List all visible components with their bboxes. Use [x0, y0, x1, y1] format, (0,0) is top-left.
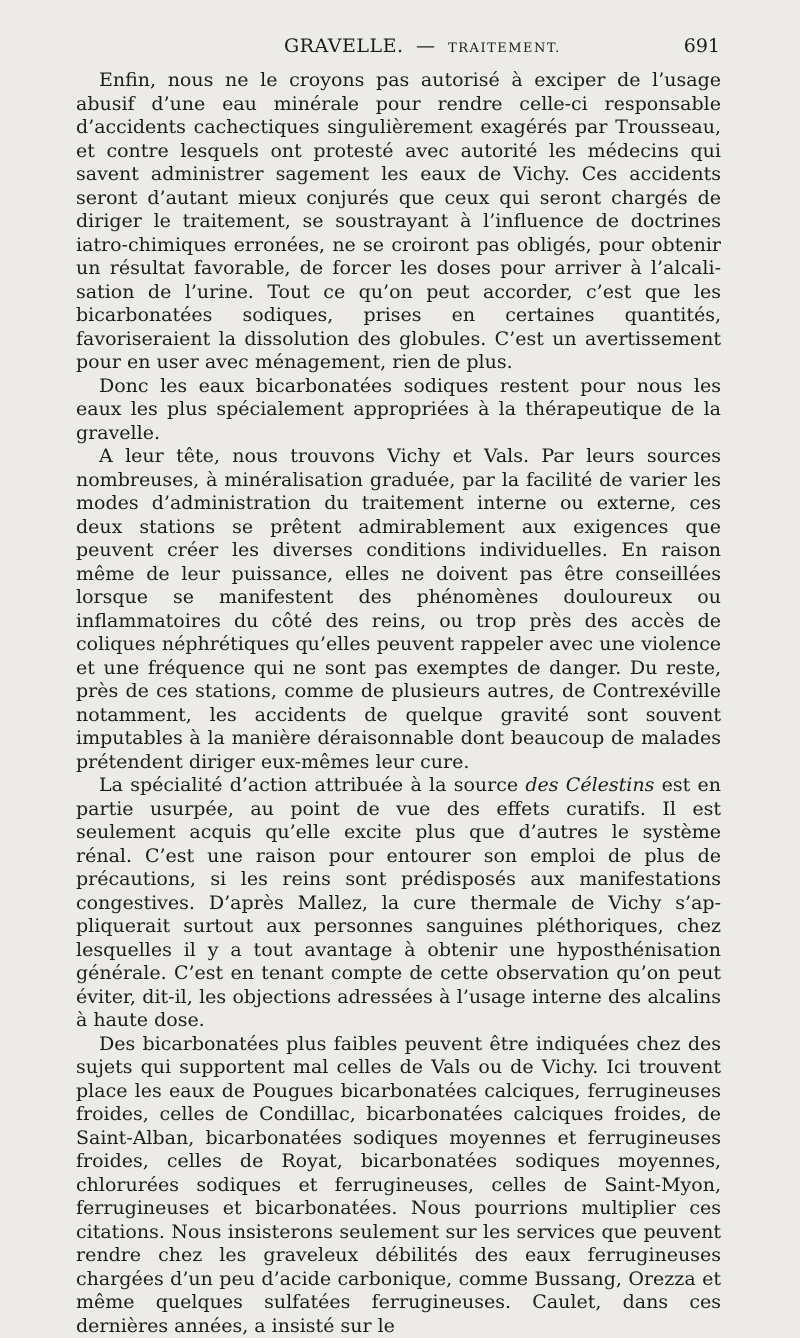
source-name-italic: des Célestins — [525, 774, 654, 796]
header-title-group — [284, 35, 561, 57]
paragraph-5: Des bicarbonatées plus faibles peuvent être indiquées chez des sujets qui supportent mal celles de Vals ou de Vichy. Ici trouvent place les eaux de Pougues bicarbonatées calciques, ferrugineuses froides, celles de Condillac, bicarbonatées calciques froides, de Saint-Alban, bicarbonatées sodiques moyennes et ferrugineuses froides, celles de Royat, bicarbonatées sodiques moyennes, chlorurées sodiques et ferrugineuses, celles de Saint-Myon, ferrugineuses et bicarbonatées. Nous pourrions multiplier ces citations. Nous insisterons seulement sur les services que peuvent rendre chez les graveleux débilités des eaux ferrugineuses chargées d’un peu d’acide carbonique, comme Bussang, Orezza et même quelques sulfatées ferrugineuses. Caulet, dans ces dernières années, a insisté sur le — [76, 1033, 721, 1338]
page-body — [76, 69, 721, 1338]
header-subtitle: TRAITEMENT. — [448, 41, 561, 56]
paragraph-3: A leur tête, nous trouvons Vichy et Vals. Par leurs sources nombreuses, à minéralisation graduée, par la facilité de varier les modes d’administration du traitement interne ou externe, ces deux stations se prêtent admirablement aux exigences que peuvent créer les diverses conditions individuelles. En raison même de leur puissance, elles ne doivent pas être conseillées lorsque se manifestent des phénomènes douloureux ou inflammatoires du côté des reins, ou trop près des accès de coliques néphrétiques qu’elles peuvent rappeler avec une violence et une fréquence qui ne sont pas exemptes de danger. Du reste, près de ces stations, comme de plusieurs autres, de Contrexéville notamment, les accidents de quelque gravité sont souvent imputables à la manière déraisonnable dont beaucoup de malades prétendent diriger eux-mêmes leur cure. — [76, 445, 721, 774]
paragraph-1: Enfin, nous ne le croyons pas autorisé à exciper de l’usage abusif d’une eau minérale pour rendre celle-ci responsable d’accidents cachectiques singulièrement exagérés par Trousseau, et contre lesquels ont protesté avec autorité les médecins qui savent administrer sagement les eaux de Vichy. Ces accidents seront d’autant mieux conjurés que ceux qui seront chargés de diriger le traitement, se soustrayant à l’influence de doctrines iatro-chimiques erronées, ne se croiront pas obligés, pour obtenir un résultat favorable, de forcer les doses pour arriver à l’alcalisation de l’urine. Tout ce qu’on peut accorder, c’est que les bicarbonatées sodiques, prises en certaines quantités, favoriseraient la dissolution des globules. C’est un avertissement pour en user avec ménagement, rien de plus. — [76, 69, 721, 375]
header-dash: — — [416, 35, 436, 57]
running-header — [76, 35, 720, 63]
paragraph-4 — [76, 774, 721, 1033]
paragraph-4-start: La spécialité d’action attribuée à la source — [99, 774, 525, 796]
paragraph-4-rest: est en partie usurpée, au point de vue des effets curatifs. Il est seulement acquis qu’elle excite plus que d’autres le système rénal. C’est une raison pour entourer son emploi de plus de précautions, si les reins sont prédisposés aux manifestations congestives. D’après Mallez, la cure thermale de Vichy s’appliquerait surtout aux personnes sanguines pléthoriques, chez lesquelles il y a tout avantage à obtenir une hyposthénisation générale. C’est en tenant compte de cette observation qu’on peut éviter, dit-il, les objections adressées à l’usage interne des alcalins à haute dose. — [76, 774, 721, 1031]
page-number: 691 — [684, 35, 720, 57]
paragraph-2: Donc les eaux bicarbonatées sodiques restent pour nous les eaux les plus spécialement appropriées à la thérapeutique de la gravelle. — [76, 375, 721, 446]
header-title: GRAVELLE. — [284, 35, 404, 57]
